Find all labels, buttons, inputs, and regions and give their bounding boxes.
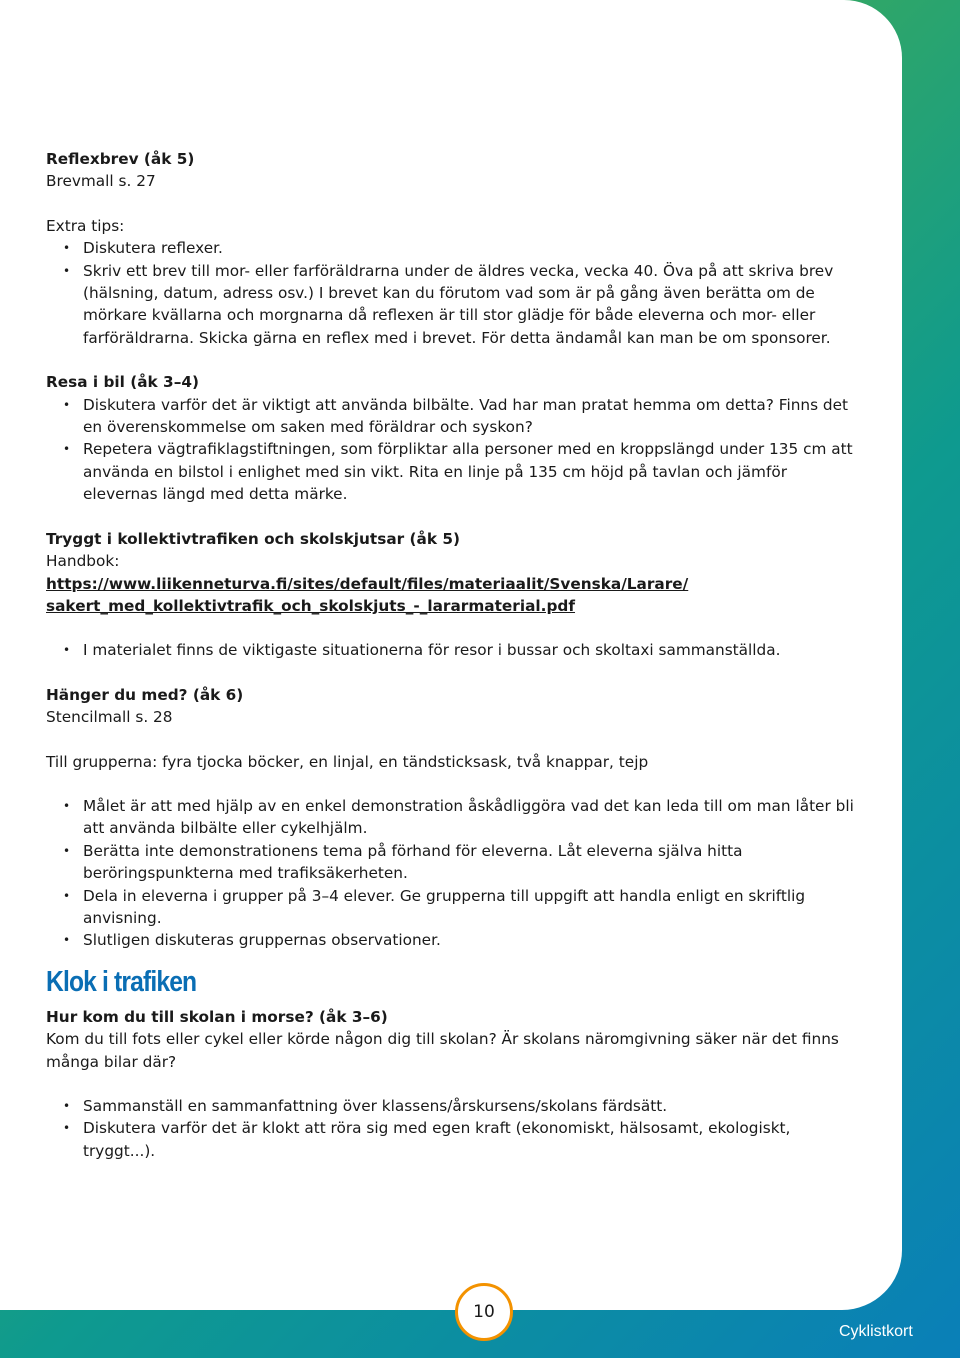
heading-klok-i-trafiken: Klok i trafiken <box>46 965 197 998</box>
group-materials: Till grupperna: fyra tjocka böcker, en linjal, en tändsticksask, två knappar, tejp <box>46 752 649 771</box>
handbook-link-part1[interactable]: https://www.liikenneturva.fi/sites/default/files/materiaalit/Svenska/Larare/ <box>46 574 689 593</box>
reflexbrev-list <box>46 237 866 349</box>
kollektivtrafik-list <box>46 639 866 661</box>
list-item: • Skriv ett brev till mor- eller farföräldrarna under de äldres vecka, vecka 40. Öva på att skriva brev (hälsning, datum, adress osv.) I brevet kan du förutom vad som är på gång även berätta om de mörkare kvällarna och morgnarna då reflexen är till stor glädje för både eleverna och mor- eller farföräldrarna. Skicka gärna en reflex med i brevet. För detta ändamål kan man be om sponsorer. <box>46 260 866 350</box>
reference-brevmall: Brevmall s. 27 <box>46 172 156 191</box>
brand-label: Cyklistkort <box>839 1323 913 1340</box>
section-title-kollektivtrafik: Tryggt i kollektivtrafiken och skolskjutsar (åk 5) <box>46 529 460 548</box>
handbook-label: Handbok: <box>46 552 120 571</box>
list-item: • I materialet finns de viktigaste situationerna för resor i bussar och skoltaxi sammanställda. <box>46 639 866 661</box>
section-title-hanger-du-med: Hänger du med? (åk 6) <box>46 685 244 704</box>
section-title-reflexbrev: Reflexbrev (åk 5) <box>46 150 195 168</box>
list-item: • Diskutera reflexer. <box>46 237 866 259</box>
list-item: • Dela in eleverna i grupper på 3–4 elever. Ge grupperna till uppgift att handla enligt en skriftlig anvisning. <box>46 885 866 930</box>
list-item: • Slutligen diskuteras gruppernas observationer. <box>46 929 866 951</box>
section-title-hur-kom-du: Hur kom du till skolan i morse? (åk 3–6) <box>46 1007 388 1026</box>
section-title-resa-i-bil: Resa i bil (åk 3–4) <box>46 373 199 392</box>
page-content <box>46 148 866 1162</box>
intro-paragraph: Kom du till fots eller cykel eller körde någon dig till skolan? Är skolans näromgivning säker när det finns många bilar där? <box>46 1030 839 1071</box>
handbook-link-part2[interactable]: sakert_med_kollektivtrafik_och_skolskjuts_-_lararmaterial.pdf <box>46 596 576 615</box>
klok-i-trafiken-list <box>46 1095 866 1162</box>
list-item: • Berätta inte demonstrationens tema på förhand för eleverna. Låt eleverna själva hitta beröringspunkterna med trafiksäkerheten. <box>46 840 866 885</box>
reference-stencilmall: Stencilmall s. 28 <box>46 708 173 727</box>
page-number: 10 <box>455 1283 513 1341</box>
list-item: • Målet är att med hjälp av en enkel demonstration åskådliggöra vad det kan leda till om man låter bli att använda bilbälte eller cykelhjälm. <box>46 795 866 840</box>
hanger-du-med-list <box>46 795 866 952</box>
extra-tips-label: Extra tips: <box>46 216 125 235</box>
resa-i-bil-list <box>46 394 866 506</box>
list-item: • Diskutera varför det är klokt att röra sig med egen kraft (ekonomiskt, hälsosamt, ekologiskt, tryggt...). <box>46 1117 866 1162</box>
list-item: • Repetera vägtrafiklagstiftningen, som förpliktar alla personer med en kroppslängd under 135 cm att använda en bilstol i enlighet med sin vikt. Rita en linje på 135 cm höjd på tavlan och jämför elevernas längd med detta märke. <box>46 438 866 505</box>
list-item: • Diskutera varför det är viktigt att använda bilbälte. Vad har man pratat hemma om detta? Finns det en överenskommelse om saken med föräldrar och syskon? <box>46 394 866 439</box>
list-item: • Sammanställ en sammanfattning över klassens/årskursens/skolans färdsätt. <box>46 1095 866 1117</box>
